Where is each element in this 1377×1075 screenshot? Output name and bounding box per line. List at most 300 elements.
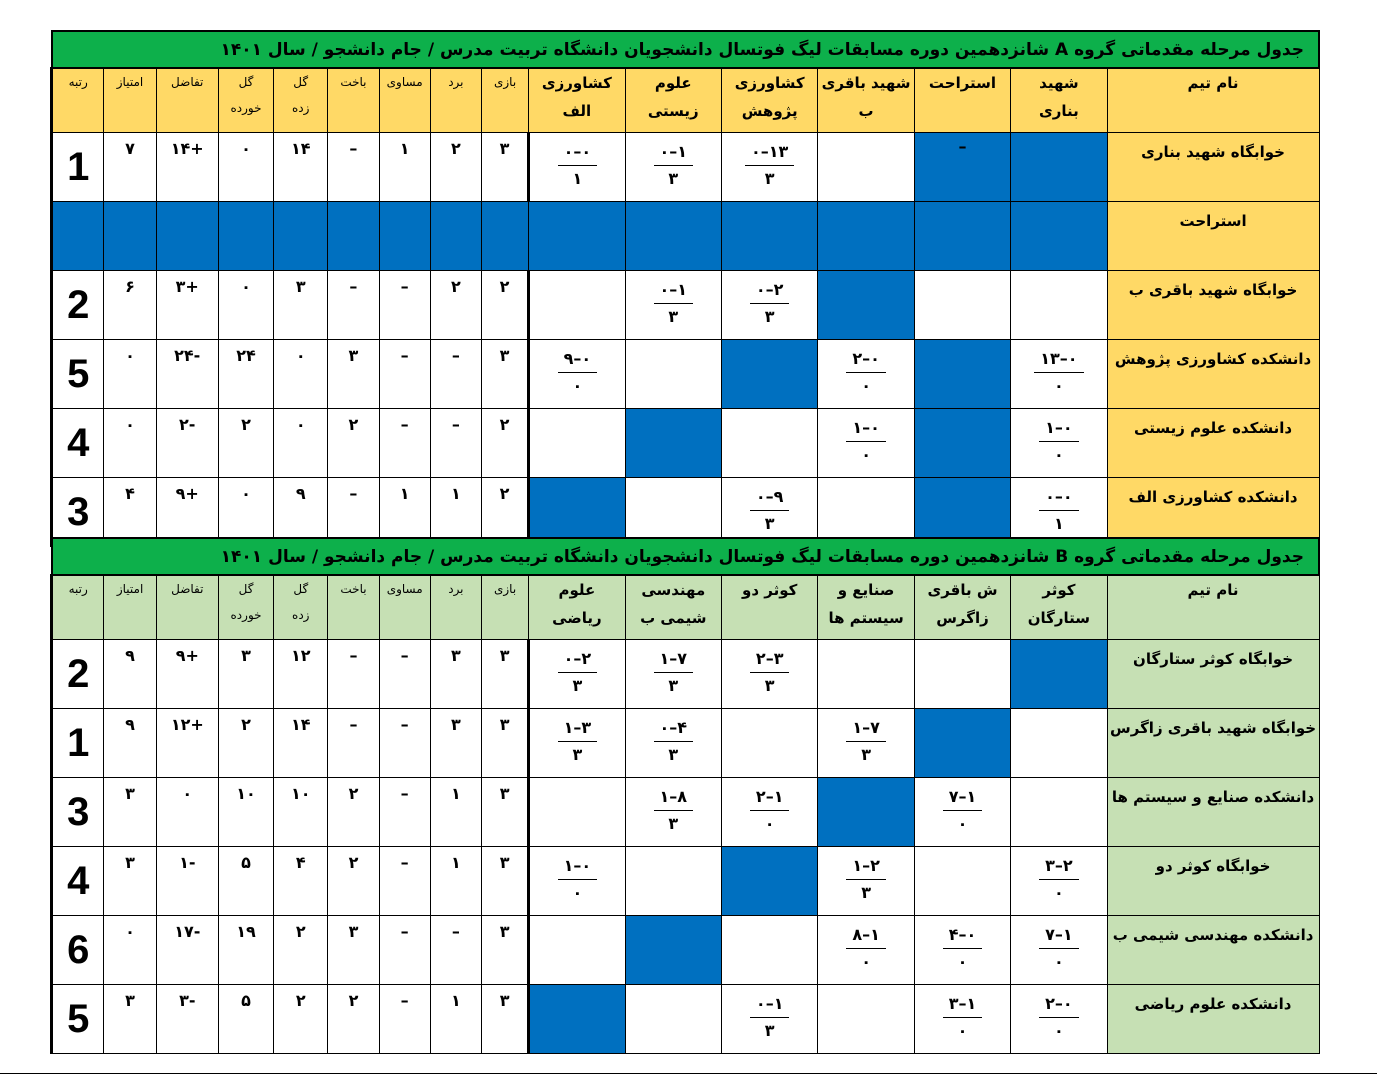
match-score: ۱–۷ — [1039, 922, 1079, 949]
stat-lost: – — [328, 478, 379, 547]
stat-drawn: ۱ — [379, 478, 430, 547]
table-row — [52, 709, 1320, 778]
stat-lost: ۲ — [328, 985, 379, 1054]
match-cell — [818, 640, 914, 709]
stat-won: ۱ — [430, 778, 481, 847]
match-points: ۳ — [764, 1021, 775, 1040]
rank-value: 1 — [52, 709, 104, 778]
header-opponent — [529, 575, 625, 640]
match-cell — [529, 985, 625, 1054]
match-points: ۰ — [1054, 445, 1064, 464]
match-score-cell — [1011, 847, 1107, 916]
match-score: ۲–۰ — [750, 277, 790, 304]
stat-played: ۲ — [481, 478, 528, 547]
match-cell — [914, 640, 1010, 709]
stat-drawn: – — [379, 778, 430, 847]
match-points: ۳ — [861, 883, 871, 902]
table-row — [52, 202, 1320, 271]
match-score-cell — [625, 271, 721, 340]
match-points: ۳ — [764, 676, 775, 695]
stat-gd: +۱۲ — [156, 709, 218, 778]
match-score-cell — [529, 133, 625, 202]
match-points: ۳ — [668, 814, 679, 833]
stat-drawn: – — [379, 271, 430, 340]
header-lost: باخت — [328, 575, 379, 640]
stat-lost: – — [328, 271, 379, 340]
stat-played: ۳ — [481, 640, 528, 709]
rest-cell — [328, 202, 379, 271]
stat-drawn: – — [379, 847, 430, 916]
table-row — [52, 847, 1320, 916]
header-line: مهندسی — [641, 581, 706, 599]
match-score: ۰–۲ — [1039, 991, 1079, 1018]
match-points: ۳ — [668, 307, 679, 326]
stat-played: ۳ — [481, 847, 528, 916]
header-line: سیستم ها — [828, 609, 904, 627]
stat-won: ۲ — [430, 133, 481, 202]
match-cell — [914, 409, 1010, 478]
match-score: ۰–۰ — [1039, 484, 1079, 511]
header-drawn: مساوی — [379, 68, 430, 133]
match-cell — [1011, 640, 1107, 709]
stat-lost: ۲ — [328, 409, 379, 478]
header-lost: باخت — [328, 68, 379, 133]
match-cell — [721, 916, 817, 985]
header-line: استراحت — [928, 74, 997, 92]
header-won: برد — [430, 68, 481, 133]
header-opponent — [625, 68, 721, 133]
header-line: کشاورزی — [541, 74, 612, 92]
stat-drawn: – — [379, 709, 430, 778]
header-line: الف — [562, 102, 592, 120]
rank-value: 5 — [52, 985, 104, 1054]
header-line: شیمی ب — [640, 609, 707, 627]
match-score-cell — [625, 133, 721, 202]
match-score-cell — [914, 985, 1010, 1054]
match-score: ۲–۳ — [1039, 853, 1079, 880]
stat-ga: ۱۰ — [218, 778, 273, 847]
match-points: ۱ — [572, 169, 583, 188]
match-points: ۰ — [1054, 952, 1064, 971]
match-cell — [914, 271, 1010, 340]
match-cell — [1011, 271, 1107, 340]
match-score: ۷–۱ — [846, 715, 886, 742]
stat-played: ۳ — [481, 778, 528, 847]
stat-pts: ۰ — [104, 916, 156, 985]
rest-cell — [481, 202, 528, 271]
header-line: کشاورزی — [734, 74, 805, 92]
rest-cell — [818, 202, 914, 271]
header-line: شهید — [1039, 74, 1079, 92]
match-cell — [721, 709, 817, 778]
stat-played: ۲ — [481, 271, 528, 340]
match-points: ۰ — [764, 814, 775, 833]
header-line: زده — [291, 101, 310, 115]
stat-gd: -۲۴ — [156, 340, 218, 409]
match-points: ۰ — [1054, 1021, 1064, 1040]
stat-won: ۱ — [430, 478, 481, 547]
stat-ga: ۵ — [218, 847, 273, 916]
stat-gd: -۳ — [156, 985, 218, 1054]
header-line: خورده — [230, 101, 262, 115]
stat-gf: ۱۰ — [274, 778, 328, 847]
rank-value: 1 — [52, 133, 104, 202]
header-goals-for — [274, 575, 328, 640]
team-name: دانشکده علوم زیستی — [1107, 409, 1319, 478]
stat-gd: +۹ — [156, 640, 218, 709]
rank-value: 3 — [52, 478, 104, 547]
match-cell — [625, 985, 721, 1054]
match-score: ۱–۷ — [943, 784, 983, 811]
match-points: ۰ — [572, 883, 583, 902]
header-team: نام تیم — [1107, 575, 1319, 640]
header-goals-against — [218, 575, 273, 640]
match-cell — [1011, 709, 1107, 778]
header-won: برد — [430, 575, 481, 640]
rest-cell — [218, 202, 273, 271]
stat-gf: ۹ — [274, 478, 328, 547]
match-score-cell — [721, 271, 817, 340]
match-points: ۰ — [572, 376, 583, 395]
table-title: جدول مرحله مقدماتی گروه B شانزدهمین دوره مسابقات لیگ فوتسال دانشجویان دانشگاه تربیت مدرس / جام دانشجو / سال ۱۴۰۱ — [52, 538, 1320, 575]
stat-won: – — [430, 916, 481, 985]
match-points: ۰ — [957, 814, 968, 833]
stat-won: ۳ — [430, 709, 481, 778]
stat-played: ۳ — [481, 985, 528, 1054]
header-goal-difference: تفاضل — [156, 575, 218, 640]
table-row — [52, 133, 1320, 202]
rank-value: 2 — [52, 640, 104, 709]
stat-lost: ۲ — [328, 778, 379, 847]
stat-lost: ۳ — [328, 916, 379, 985]
match-score: ۳–۲ — [750, 646, 790, 673]
match-points: ۰ — [861, 445, 871, 464]
team-name: دانشکده صنایع و سیستم ها — [1107, 778, 1319, 847]
rank-value: 6 — [52, 916, 104, 985]
stat-pts: ۳ — [104, 778, 156, 847]
stat-gf: ۱۴ — [274, 133, 328, 202]
match-points: ۳ — [668, 676, 679, 695]
rank-value: 2 — [52, 271, 104, 340]
stat-ga: ۲ — [218, 709, 273, 778]
rank-value: 4 — [52, 409, 104, 478]
header-line: ریاضی — [552, 609, 602, 627]
team-name: خوابگاه کوثر ستارگان — [1107, 640, 1319, 709]
match-cell — [529, 778, 625, 847]
match-points: ۱ — [1054, 514, 1064, 533]
rest-cell — [914, 202, 1010, 271]
match-score-cell — [818, 847, 914, 916]
stat-ga: ۲ — [218, 409, 273, 478]
stat-ga: ۱۹ — [218, 916, 273, 985]
group-b-table — [50, 537, 1320, 1054]
stat-pts: ۹ — [104, 709, 156, 778]
stat-played: ۲ — [481, 409, 528, 478]
header-played: بازی — [481, 68, 528, 133]
header-line: گل — [238, 75, 254, 89]
stat-gd: -۱ — [156, 847, 218, 916]
match-score: ۰–۴ — [943, 922, 983, 949]
match-score: ۱–۳ — [943, 991, 983, 1018]
stat-gf: ۲ — [274, 916, 328, 985]
header-row — [52, 68, 1320, 133]
header-line: ب — [858, 102, 874, 120]
match-score-cell — [1011, 985, 1107, 1054]
stat-drawn: – — [379, 640, 430, 709]
rest-cell — [156, 202, 218, 271]
stat-gf: ۱۴ — [274, 709, 328, 778]
match-score: ۰–۱ — [558, 853, 598, 880]
stat-lost: – — [328, 709, 379, 778]
match-score-cell — [818, 340, 914, 409]
match-cell — [818, 133, 914, 202]
header-line: صنایع و — [837, 581, 895, 599]
stat-played: ۳ — [481, 340, 528, 409]
match-points: ۳ — [668, 169, 679, 188]
header-opponent — [1011, 68, 1107, 133]
header-line: شهید باقری — [821, 74, 911, 92]
match-cell — [914, 340, 1010, 409]
rank-value: 5 — [52, 340, 104, 409]
match-mark: – — [958, 137, 967, 156]
team-name: دانشکده مهندسی شیمی ب — [1107, 916, 1319, 985]
match-points: ۰ — [1054, 883, 1064, 902]
match-cell — [914, 847, 1010, 916]
match-cell — [625, 916, 721, 985]
group-a-table — [50, 30, 1320, 547]
stat-ga: ۳ — [218, 640, 273, 709]
header-played: بازی — [481, 575, 528, 640]
match-score-cell — [529, 709, 625, 778]
team-name: دانشکده کشاورزی پژوهش — [1107, 340, 1319, 409]
stat-won: ۱ — [430, 985, 481, 1054]
header-line: علوم — [654, 74, 692, 92]
table-row — [52, 778, 1320, 847]
table-title: جدول مرحله مقدماتی گروه A شانزدهمین دوره مسابقات لیگ فوتسال دانشجویان دانشگاه تربیت مدرس / جام دانشجو / سال ۱۴۰۱ — [52, 31, 1320, 68]
table-row — [52, 985, 1320, 1054]
team-name: خوابگاه شهید بناری — [1107, 133, 1319, 202]
match-score-cell — [529, 847, 625, 916]
match-cell — [529, 271, 625, 340]
stat-played: ۳ — [481, 916, 528, 985]
match-points: ۳ — [764, 514, 775, 533]
match-score: ۸–۱ — [654, 784, 694, 811]
match-cell — [721, 409, 817, 478]
header-rank: رتبه — [52, 68, 104, 133]
match-score-cell — [818, 709, 914, 778]
table-row — [52, 916, 1320, 985]
match-score: ۱–۰ — [654, 139, 694, 166]
match-score: ۹–۰ — [750, 484, 790, 511]
stat-ga: ۵ — [218, 985, 273, 1054]
match-points: ۳ — [861, 745, 871, 764]
rest-cell — [1011, 202, 1107, 271]
team-name: خوابگاه شهید باقری ب — [1107, 271, 1319, 340]
header-line: علوم — [558, 581, 596, 599]
stat-won: ۱ — [430, 847, 481, 916]
header-opponent — [529, 68, 625, 133]
stat-gd: +۳ — [156, 271, 218, 340]
page-bottom-rule — [0, 1073, 1377, 1074]
match-score-cell — [529, 340, 625, 409]
header-line: زیستی — [647, 102, 699, 120]
stat-gd: +۹ — [156, 478, 218, 547]
header-opponent — [721, 575, 817, 640]
title-row — [52, 538, 1320, 575]
header-opponent — [721, 68, 817, 133]
rest-cell — [104, 202, 156, 271]
rank-value: 4 — [52, 847, 104, 916]
header-opponent — [914, 68, 1010, 133]
rest-cell — [430, 202, 481, 271]
match-score: ۰–۱۳ — [1034, 346, 1083, 373]
stat-ga: ۰ — [218, 271, 273, 340]
match-score: ۱۳–۰ — [745, 139, 794, 166]
stat-won: – — [430, 409, 481, 478]
header-opponent — [914, 575, 1010, 640]
stat-drawn: – — [379, 985, 430, 1054]
stat-won: ۳ — [430, 640, 481, 709]
stat-gd: ۰ — [156, 778, 218, 847]
match-cell — [914, 709, 1010, 778]
stat-pts: ۳ — [104, 847, 156, 916]
match-score-cell — [818, 916, 914, 985]
match-score-cell — [721, 778, 817, 847]
match-score-cell — [1011, 916, 1107, 985]
match-points: ۰ — [957, 952, 968, 971]
team-name: خوابگاه کوثر دو — [1107, 847, 1319, 916]
stat-pts: ۴ — [104, 478, 156, 547]
match-points: ۳ — [764, 307, 775, 326]
match-points: ۳ — [668, 745, 679, 764]
stat-pts: ۹ — [104, 640, 156, 709]
header-points: امتیاز — [104, 68, 156, 133]
stat-played: ۳ — [481, 133, 528, 202]
stat-lost: ۲ — [328, 847, 379, 916]
header-team: نام تیم — [1107, 68, 1319, 133]
match-points: ۰ — [861, 376, 871, 395]
match-score-cell — [721, 133, 817, 202]
match-cell — [914, 133, 1010, 202]
match-cell — [1011, 778, 1107, 847]
match-cell — [1011, 133, 1107, 202]
match-points: ۳ — [572, 745, 583, 764]
table-row — [52, 271, 1320, 340]
match-score-cell — [625, 709, 721, 778]
match-cell — [529, 409, 625, 478]
rest-cell — [721, 202, 817, 271]
match-score: ۰–۱ — [846, 415, 886, 442]
match-score: ۲–۱ — [846, 853, 886, 880]
team-name: دانشکده علوم ریاضی — [1107, 985, 1319, 1054]
header-line: بناری — [1039, 102, 1079, 120]
header-goal-difference: تفاضل — [156, 68, 218, 133]
stat-lost: ۳ — [328, 340, 379, 409]
match-cell — [625, 340, 721, 409]
stat-drawn: ۱ — [379, 133, 430, 202]
rest-cell — [379, 202, 430, 271]
stat-drawn: – — [379, 409, 430, 478]
stat-pts: ۶ — [104, 271, 156, 340]
rest-cell — [625, 202, 721, 271]
match-score: ۷–۱ — [654, 646, 694, 673]
header-line: پژوهش — [741, 102, 798, 120]
header-goals-against — [218, 68, 273, 133]
team-name: خوابگاه شهید باقری زاگرس — [1107, 709, 1319, 778]
stat-gf: ۰ — [274, 409, 328, 478]
rank-value: 3 — [52, 778, 104, 847]
match-cell — [818, 985, 914, 1054]
header-opponent — [818, 68, 914, 133]
header-line: کوثر دو — [742, 581, 798, 599]
match-points: ۰ — [1054, 376, 1064, 395]
team-name: استراحت — [1107, 202, 1319, 271]
rest-cell — [529, 202, 625, 271]
stat-pts: ۰ — [104, 409, 156, 478]
header-line: زاگرس — [936, 609, 989, 627]
match-cell — [625, 847, 721, 916]
header-opponent — [1011, 575, 1107, 640]
stat-gd: -۲ — [156, 409, 218, 478]
header-goals-for — [274, 68, 328, 133]
team-name: دانشکده کشاورزی الف — [1107, 478, 1319, 547]
stat-played: ۳ — [481, 709, 528, 778]
match-points: ۳ — [764, 169, 775, 188]
stat-ga: ۲۴ — [218, 340, 273, 409]
match-score-cell — [529, 640, 625, 709]
header-line: خورده — [230, 608, 262, 622]
stat-lost: – — [328, 133, 379, 202]
match-score-cell — [625, 640, 721, 709]
stat-drawn: – — [379, 340, 430, 409]
match-cell — [721, 340, 817, 409]
match-score-cell — [914, 778, 1010, 847]
rest-cell — [274, 202, 328, 271]
stat-lost: – — [328, 640, 379, 709]
stat-gf: ۱۲ — [274, 640, 328, 709]
table-row — [52, 640, 1320, 709]
match-cell — [625, 409, 721, 478]
match-score: ۱–۰ — [750, 991, 790, 1018]
match-score: ۱–۸ — [846, 922, 886, 949]
header-line: گل — [293, 582, 309, 596]
stat-gd: +۱۴ — [156, 133, 218, 202]
header-line: ش باقری — [927, 581, 998, 599]
header-opponent — [625, 575, 721, 640]
match-score: ۰–۲ — [846, 346, 886, 373]
stat-ga: ۰ — [218, 478, 273, 547]
table-row — [52, 340, 1320, 409]
match-score: ۰–۱ — [1039, 415, 1079, 442]
title-row — [52, 31, 1320, 68]
match-score-cell — [1011, 340, 1107, 409]
match-cell — [529, 916, 625, 985]
match-score: ۱–۰ — [654, 277, 694, 304]
match-cell — [818, 778, 914, 847]
header-line: گل — [293, 75, 309, 89]
match-score: ۴–۰ — [654, 715, 694, 742]
match-points: ۰ — [957, 1021, 968, 1040]
match-score: ۰–۰ — [558, 139, 598, 166]
stat-drawn: – — [379, 916, 430, 985]
match-score-cell — [721, 985, 817, 1054]
header-line: زده — [292, 608, 310, 622]
stat-gf: ۳ — [274, 271, 328, 340]
header-opponent — [818, 575, 914, 640]
stat-won: ۲ — [430, 271, 481, 340]
stat-won: – — [430, 340, 481, 409]
match-cell — [721, 847, 817, 916]
